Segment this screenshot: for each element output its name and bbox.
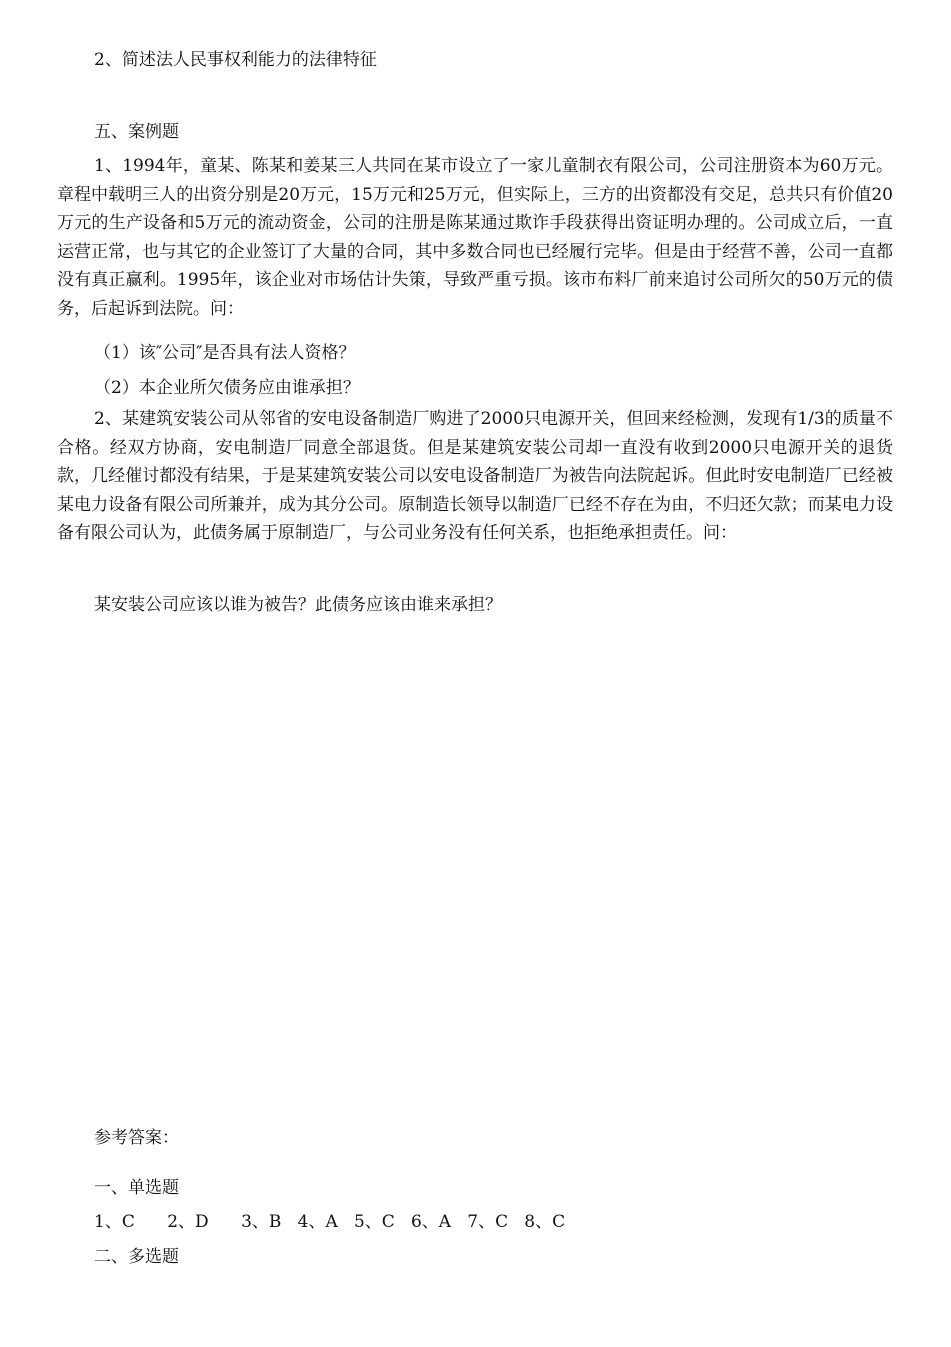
case-1-subquestion-2: （2）本企业所欠债务应由谁承担？ — [94, 378, 360, 398]
case-1-body: 1、1994年，童某、陈某和姜某三人共同在某市设立了一家儿童制衣有限公司，公司注册资本为60万元。章程中载明三人的出资分别是20万元，15万元和25万元，但实际上，三方的出资都没有交足，总共只有价值20万元的生产设备和5万元的流动资金，公司的注册是陈某通过欺诈手段获得出资证明办理的。公司成立后，一直运营正常，也与其它的企业签订了大量的合同，其中多数合同也已经履行完毕。但是由于经营不善，公司一直都没有真正赢利。1995年，该企业对市场估计失策，导致严重亏损。该市布料厂前来追讨公司所欠的50万元的债务，后起诉到法院。问： — [57, 156, 893, 319]
section-5-title: 五、案例题 — [94, 122, 179, 142]
single-choice-answers: 1、C 2、D 3、B 4、A 5、C 6、A 7、C 8、C — [94, 1212, 566, 1232]
single-choice-title: 一、单选题 — [94, 1178, 179, 1198]
multi-choice-title: 二、多选题 — [94, 1247, 179, 1267]
case-2-question: 某安装公司应该以谁为被告？此债务应该由谁来承担？ — [94, 595, 502, 615]
case-1-subquestion-1: （1）该″公司″是否具有法人资格？ — [94, 343, 356, 363]
question-4-2: 2、简述法人民事权利能力的法律特征 — [94, 50, 377, 70]
case-2-body: 2、某建筑安装公司从邻省的安电设备制造厂购进了2000只电源开关，但回来经检测，发现有1/3的质量不合格。经双方协商，安电制造厂同意全部退货。但是某建筑安装公司却一直没有收到2000只电源开关的退货款，几经催讨都没有结果，于是某建筑安装公司以安电设备制造厂为被告向法院起诉。但此时安电制造厂已经被某电力设备有限公司所兼并，成为其分公司。原制造长领导以制造厂已经不存在为由，不归还欠款；而某电力设备有限公司认为，此债务属于原制造厂，与公司业务没有任何关系，也拒绝承担责任。问： — [57, 409, 893, 544]
answers-title: 参考答案： — [94, 1128, 179, 1148]
